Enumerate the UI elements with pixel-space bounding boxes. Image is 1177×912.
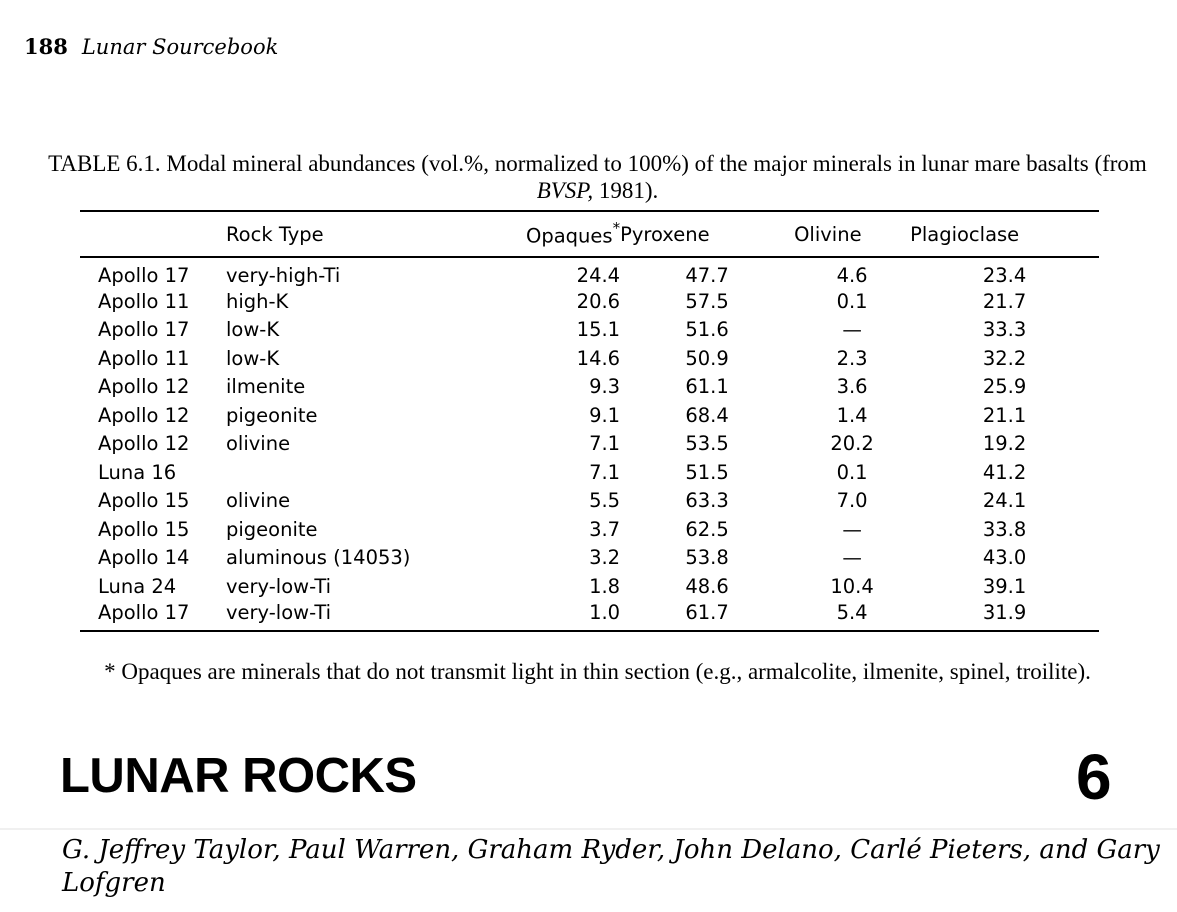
divider	[0, 828, 1177, 830]
cell-plagioclase: 21.7	[982, 289, 1027, 313]
cell-olivine: —	[842, 546, 862, 570]
table-caption: TABLE 6.1. Modal mineral abundances (vol.%, normalized to 100%) of the major minerals in lunar mare basalts (from BVSP, 1981).	[48, 151, 1147, 203]
table-row	[80, 430, 1099, 459]
cell-opaques: 14.6	[576, 346, 621, 370]
table-header-row	[80, 211, 1099, 257]
cell-plagioclase: 23.4	[982, 264, 1027, 287]
cell-rock-type: olivine	[226, 489, 291, 513]
cell-rock-type: very-high-Ti	[226, 264, 341, 287]
header-plagioclase: Plagioclase	[910, 211, 1099, 257]
table-row	[80, 515, 1099, 544]
cell-opaques: 20.6	[576, 289, 621, 313]
table-row	[80, 572, 1099, 601]
cell-mission: Apollo 11	[98, 289, 190, 313]
mineral-abundance-table	[80, 210, 1099, 632]
header-olivine: Olivine	[794, 211, 910, 257]
cell-olivine: —	[842, 517, 862, 541]
cell-plagioclase: 19.2	[982, 432, 1027, 456]
cell-pyroxene: 47.7	[685, 264, 729, 287]
cell-rock-type: low-K	[226, 346, 280, 370]
cell-mission: Apollo 15	[98, 489, 190, 513]
cell-pyroxene: 53.5	[685, 432, 729, 456]
cell-olivine: 3.6	[836, 375, 868, 399]
table-row	[80, 257, 1099, 287]
cell-plagioclase: 21.1	[982, 403, 1027, 427]
cell-olivine: 1.4	[836, 403, 868, 427]
cell-mission: Luna 16	[98, 460, 177, 484]
cell-pyroxene: 48.6	[685, 574, 729, 598]
cell-plagioclase: 24.1	[982, 489, 1027, 513]
cell-olivine: 2.3	[836, 346, 868, 370]
cell-opaques: 9.1	[589, 403, 621, 427]
cell-opaques: 7.1	[589, 460, 621, 484]
cell-rock-type: low-K	[226, 318, 280, 342]
cell-opaques: 3.2	[589, 546, 621, 570]
cell-pyroxene: 53.8	[685, 546, 729, 570]
cell-pyroxene: 62.5	[685, 517, 729, 541]
cell-mission: Apollo 17	[80, 601, 226, 631]
cell-pyroxene: 50.9	[685, 346, 729, 370]
table-row	[80, 487, 1099, 516]
cell-pyroxene: 51.6	[685, 318, 729, 342]
cell-olivine: 5.4	[794, 601, 910, 631]
cell-plagioclase: 32.2	[982, 346, 1027, 370]
cell-opaques: 1.0	[526, 601, 620, 631]
cell-rock-type: ilmenite	[226, 375, 306, 399]
table-row	[80, 373, 1099, 402]
cell-olivine: 7.0	[836, 489, 868, 513]
cell-pyroxene: 61.7	[620, 601, 794, 631]
table-footnote: * Opaques are minerals that do not transmit light in thin section (e.g., armalcolite, ilmenite, spinel, troilite).	[104, 659, 1091, 684]
cell-rock-type: olivine	[226, 432, 291, 456]
cell-rock-type: pigeonite	[226, 517, 318, 541]
cell-rock-type: very-low-Ti	[226, 574, 332, 598]
cell-plagioclase: 25.9	[982, 375, 1027, 399]
cell-pyroxene: 68.4	[685, 403, 729, 427]
cell-pyroxene: 63.3	[685, 489, 729, 513]
cell-plagioclase: 41.2	[982, 460, 1027, 484]
header-mission	[80, 211, 226, 257]
header-pyroxene: Pyroxene	[620, 211, 794, 257]
table-row	[80, 401, 1099, 430]
table-row	[80, 544, 1099, 573]
cell-mission: Luna 24	[98, 574, 177, 598]
chapter-number: 6	[1076, 741, 1112, 813]
table-row	[80, 316, 1099, 345]
cell-mission: Apollo 17	[98, 264, 190, 287]
cell-opaques: 7.1	[589, 432, 621, 456]
cell-opaques: 5.5	[589, 489, 621, 513]
cell-plagioclase: 43.0	[982, 546, 1027, 570]
cell-opaques: 3.7	[589, 517, 621, 541]
cell-pyroxene: 57.5	[685, 289, 729, 313]
cell-mission: Apollo 17	[98, 318, 190, 342]
cell-plagioclase: 31.9	[910, 601, 1099, 631]
cell-mission: Apollo 11	[98, 346, 190, 370]
page-number: 188	[24, 34, 68, 59]
cell-mission: Apollo 12	[98, 432, 190, 456]
cell-rock-type: pigeonite	[226, 403, 318, 427]
cell-rock-type	[226, 458, 526, 487]
cell-rock-type: very-low-Ti	[226, 601, 526, 631]
table-row	[80, 458, 1099, 487]
cell-plagioclase: 33.3	[982, 318, 1027, 342]
cell-opaques: 1.8	[589, 574, 621, 598]
footnote-marker: *	[612, 218, 621, 237]
cell-mission: Apollo 15	[98, 517, 190, 541]
cell-pyroxene: 51.5	[685, 460, 729, 484]
cell-rock-type: high-K	[226, 289, 289, 313]
cell-opaques: 15.1	[576, 318, 621, 342]
cell-olivine: 0.1	[836, 460, 868, 484]
header-rock-type: Rock Type	[226, 211, 526, 257]
table-row	[80, 601, 1099, 631]
table-row	[80, 344, 1099, 373]
cell-plagioclase: 33.8	[982, 517, 1027, 541]
cell-olivine: 20.2	[830, 432, 874, 456]
cell-mission: Apollo 12	[98, 375, 190, 399]
header-opaques: Opaques*	[526, 211, 620, 257]
cell-plagioclase: 39.1	[982, 574, 1027, 598]
cell-pyroxene: 61.1	[685, 375, 729, 399]
cell-olivine: 10.4	[830, 574, 874, 598]
cell-mission: Apollo 12	[98, 403, 190, 427]
cell-olivine: —	[842, 318, 862, 342]
cell-olivine: 0.1	[836, 289, 868, 313]
cell-mission: Apollo 14	[98, 546, 190, 570]
cell-olivine: 4.6	[836, 264, 868, 287]
book-title: Lunar Sourcebook	[81, 35, 279, 59]
cell-rock-type: aluminous (14053)	[226, 546, 411, 570]
table-row	[80, 287, 1099, 316]
chapter-title: LUNAR ROCKS	[60, 749, 417, 803]
running-head	[24, 34, 278, 59]
cell-opaques: 9.3	[589, 375, 621, 399]
chapter-authors: G. Jeffrey Taylor, Paul Warren, Graham Ryder, John Delano, Carlé Pieters, and Gary Lofgren	[62, 835, 1160, 898]
cell-opaques: 24.4	[576, 264, 621, 287]
